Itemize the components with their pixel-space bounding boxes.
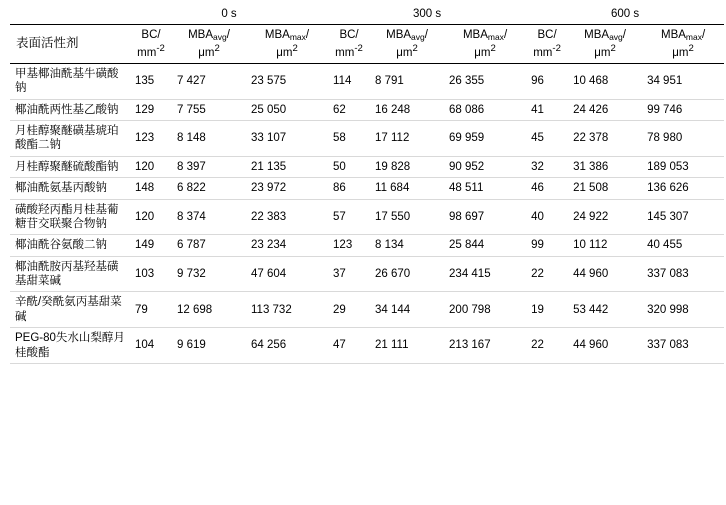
table-row bbox=[10, 292, 724, 328]
cell-mbaavg-600s: 10 112 bbox=[568, 235, 642, 256]
cell-bc-0s: 129 bbox=[130, 99, 172, 120]
cell-mbaavg-300s: 8 134 bbox=[370, 235, 444, 256]
cell-mbamax-300s: 48 511 bbox=[444, 178, 526, 199]
cell-mbaavg-600s: 24 426 bbox=[568, 99, 642, 120]
column-header-row bbox=[10, 25, 724, 64]
cell-bc-600s: 96 bbox=[526, 63, 568, 99]
cell-bc-300s: 29 bbox=[328, 292, 370, 328]
cell-mbamax-0s: 113 732 bbox=[246, 292, 328, 328]
cell-mbaavg-300s: 34 144 bbox=[370, 292, 444, 328]
cell-bc-300s: 86 bbox=[328, 178, 370, 199]
cell-mbaavg-0s: 6 822 bbox=[172, 178, 246, 199]
group-header-0s: 0 s bbox=[130, 4, 328, 25]
header-surfactant: 表面活性剂 bbox=[10, 25, 130, 64]
cell-bc-300s: 37 bbox=[328, 256, 370, 292]
cell-mbamax-0s: 23 234 bbox=[246, 235, 328, 256]
cell-bc-300s: 47 bbox=[328, 328, 370, 364]
row-label: 月桂醇聚醚硫酸酯钠 bbox=[10, 156, 130, 177]
header-bc-300s: BC/ $mm^{-2}$ bbox=[328, 25, 370, 64]
cell-mbaavg-0s: 7 427 bbox=[172, 63, 246, 99]
cell-mbaavg-300s: 26 670 bbox=[370, 256, 444, 292]
cell-mbaavg-0s: 12 698 bbox=[172, 292, 246, 328]
group-header-300s: 300 s bbox=[328, 4, 526, 25]
cell-mbamax-300s: 90 952 bbox=[444, 156, 526, 177]
cell-bc-300s: 114 bbox=[328, 63, 370, 99]
cell-bc-600s: 32 bbox=[526, 156, 568, 177]
cell-mbaavg-600s: 24 922 bbox=[568, 199, 642, 235]
cell-bc-600s: 22 bbox=[526, 328, 568, 364]
cell-mbaavg-600s: 53 442 bbox=[568, 292, 642, 328]
cell-mbaavg-300s: 21 111 bbox=[370, 328, 444, 364]
header-bc-600s: BC/ $mm^{-2}$ bbox=[526, 25, 568, 64]
cell-bc-600s: 41 bbox=[526, 99, 568, 120]
surfactant-data-table bbox=[10, 4, 724, 364]
cell-mbaavg-600s: 44 960 bbox=[568, 328, 642, 364]
cell-mbaavg-600s: 22 378 bbox=[568, 121, 642, 157]
cell-bc-0s: 120 bbox=[130, 199, 172, 235]
cell-mbaavg-300s: 17 112 bbox=[370, 121, 444, 157]
time-group-header-row bbox=[10, 4, 724, 25]
cell-mbaavg-600s: 21 508 bbox=[568, 178, 642, 199]
cell-mbaavg-300s: 19 828 bbox=[370, 156, 444, 177]
cell-mbaavg-600s: 10 468 bbox=[568, 63, 642, 99]
cell-bc-300s: 62 bbox=[328, 99, 370, 120]
cell-mbamax-600s: 320 998 bbox=[642, 292, 724, 328]
cell-mbaavg-600s: 44 960 bbox=[568, 256, 642, 292]
cell-bc-600s: 19 bbox=[526, 292, 568, 328]
header-mbaavg-600s: $MBA_{avg}/$ $\mu m^2$ bbox=[568, 25, 642, 64]
table-row bbox=[10, 121, 724, 157]
cell-bc-0s: 135 bbox=[130, 63, 172, 99]
header-mbaavg-0s: $MBA_{avg}/$ $\mu m^2$ bbox=[172, 25, 246, 64]
cell-mbaavg-0s: 8 148 bbox=[172, 121, 246, 157]
cell-mbamax-300s: 98 697 bbox=[444, 199, 526, 235]
cell-mbamax-0s: 64 256 bbox=[246, 328, 328, 364]
cell-mbaavg-0s: 7 755 bbox=[172, 99, 246, 120]
cell-bc-0s: 148 bbox=[130, 178, 172, 199]
table-row bbox=[10, 63, 724, 99]
cell-mbaavg-0s: 9 619 bbox=[172, 328, 246, 364]
cell-bc-300s: 50 bbox=[328, 156, 370, 177]
cell-bc-300s: 123 bbox=[328, 235, 370, 256]
cell-mbamax-600s: 337 083 bbox=[642, 256, 724, 292]
cell-mbamax-300s: 25 844 bbox=[444, 235, 526, 256]
cell-mbamax-300s: 68 086 bbox=[444, 99, 526, 120]
cell-mbamax-0s: 33 107 bbox=[246, 121, 328, 157]
table-body bbox=[10, 63, 724, 363]
cell-bc-0s: 103 bbox=[130, 256, 172, 292]
row-label: 辛酰/癸酰氨丙基甜菜碱 bbox=[10, 292, 130, 328]
header-mbamax-0s: $MBA_{max}/$ $\mu m^2$ bbox=[246, 25, 328, 64]
cell-bc-600s: 22 bbox=[526, 256, 568, 292]
cell-mbaavg-0s: 8 397 bbox=[172, 156, 246, 177]
row-label: PEG-80失水山梨醇月桂酸酯 bbox=[10, 328, 130, 364]
cell-bc-300s: 58 bbox=[328, 121, 370, 157]
cell-mbaavg-0s: 6 787 bbox=[172, 235, 246, 256]
cell-mbamax-0s: 21 135 bbox=[246, 156, 328, 177]
table-row bbox=[10, 199, 724, 235]
cell-bc-300s: 57 bbox=[328, 199, 370, 235]
table-row bbox=[10, 178, 724, 199]
row-label: 椰油酰胺丙基羟基磺基甜菜碱 bbox=[10, 256, 130, 292]
cell-mbaavg-0s: 9 732 bbox=[172, 256, 246, 292]
header-mbamax-600s: $MBA_{max}/$ $\mu m^2$ bbox=[642, 25, 724, 64]
cell-mbamax-600s: 136 626 bbox=[642, 178, 724, 199]
cell-mbamax-0s: 23 972 bbox=[246, 178, 328, 199]
header-mbaavg-300s: $MBA_{avg}/$ $\mu m^2$ bbox=[370, 25, 444, 64]
header-mbamax-300s: $MBA_{max}/$ $\mu m^2$ bbox=[444, 25, 526, 64]
cell-mbamax-300s: 200 798 bbox=[444, 292, 526, 328]
table-row bbox=[10, 256, 724, 292]
cell-bc-600s: 46 bbox=[526, 178, 568, 199]
cell-mbaavg-0s: 8 374 bbox=[172, 199, 246, 235]
cell-mbamax-600s: 40 455 bbox=[642, 235, 724, 256]
row-label: 椰油酰谷氨酸二钠 bbox=[10, 235, 130, 256]
cell-mbamax-600s: 337 083 bbox=[642, 328, 724, 364]
cell-bc-600s: 45 bbox=[526, 121, 568, 157]
header-bc-0s: BC/ $mm^{-2}$ bbox=[130, 25, 172, 64]
cell-mbamax-300s: 234 415 bbox=[444, 256, 526, 292]
cell-mbamax-0s: 47 604 bbox=[246, 256, 328, 292]
table-row bbox=[10, 328, 724, 364]
cell-bc-0s: 79 bbox=[130, 292, 172, 328]
cell-mbamax-300s: 213 167 bbox=[444, 328, 526, 364]
cell-bc-0s: 120 bbox=[130, 156, 172, 177]
cell-mbaavg-300s: 16 248 bbox=[370, 99, 444, 120]
row-label: 椰油酰两性基乙酸钠 bbox=[10, 99, 130, 120]
cell-mbamax-600s: 145 307 bbox=[642, 199, 724, 235]
cell-mbaavg-300s: 8 791 bbox=[370, 63, 444, 99]
row-label: 甲基椰油酰基牛磺酸钠 bbox=[10, 63, 130, 99]
cell-mbamax-600s: 34 951 bbox=[642, 63, 724, 99]
cell-mbamax-0s: 23 575 bbox=[246, 63, 328, 99]
cell-mbamax-600s: 78 980 bbox=[642, 121, 724, 157]
table-row bbox=[10, 156, 724, 177]
table-document bbox=[0, 4, 726, 505]
cell-bc-600s: 99 bbox=[526, 235, 568, 256]
cell-mbamax-300s: 69 959 bbox=[444, 121, 526, 157]
group-header-spacer bbox=[10, 4, 130, 25]
cell-bc-0s: 104 bbox=[130, 328, 172, 364]
cell-mbaavg-300s: 11 684 bbox=[370, 178, 444, 199]
cell-bc-0s: 123 bbox=[130, 121, 172, 157]
cell-mbaavg-300s: 17 550 bbox=[370, 199, 444, 235]
cell-mbamax-600s: 99 746 bbox=[642, 99, 724, 120]
table-row bbox=[10, 235, 724, 256]
cell-mbamax-0s: 22 383 bbox=[246, 199, 328, 235]
cell-mbamax-0s: 25 050 bbox=[246, 99, 328, 120]
cell-mbamax-600s: 189 053 bbox=[642, 156, 724, 177]
row-label: 磺酸羟丙酯月桂基葡糖苷交联聚合物钠 bbox=[10, 199, 130, 235]
row-label: 椰油酰氨基丙酸钠 bbox=[10, 178, 130, 199]
table-row bbox=[10, 99, 724, 120]
cell-bc-0s: 149 bbox=[130, 235, 172, 256]
cell-mbamax-300s: 26 355 bbox=[444, 63, 526, 99]
row-label: 月桂醇聚醚磺基琥珀酸酯二钠 bbox=[10, 121, 130, 157]
group-header-600s: 600 s bbox=[526, 4, 724, 25]
cell-mbaavg-600s: 31 386 bbox=[568, 156, 642, 177]
cell-bc-600s: 40 bbox=[526, 199, 568, 235]
